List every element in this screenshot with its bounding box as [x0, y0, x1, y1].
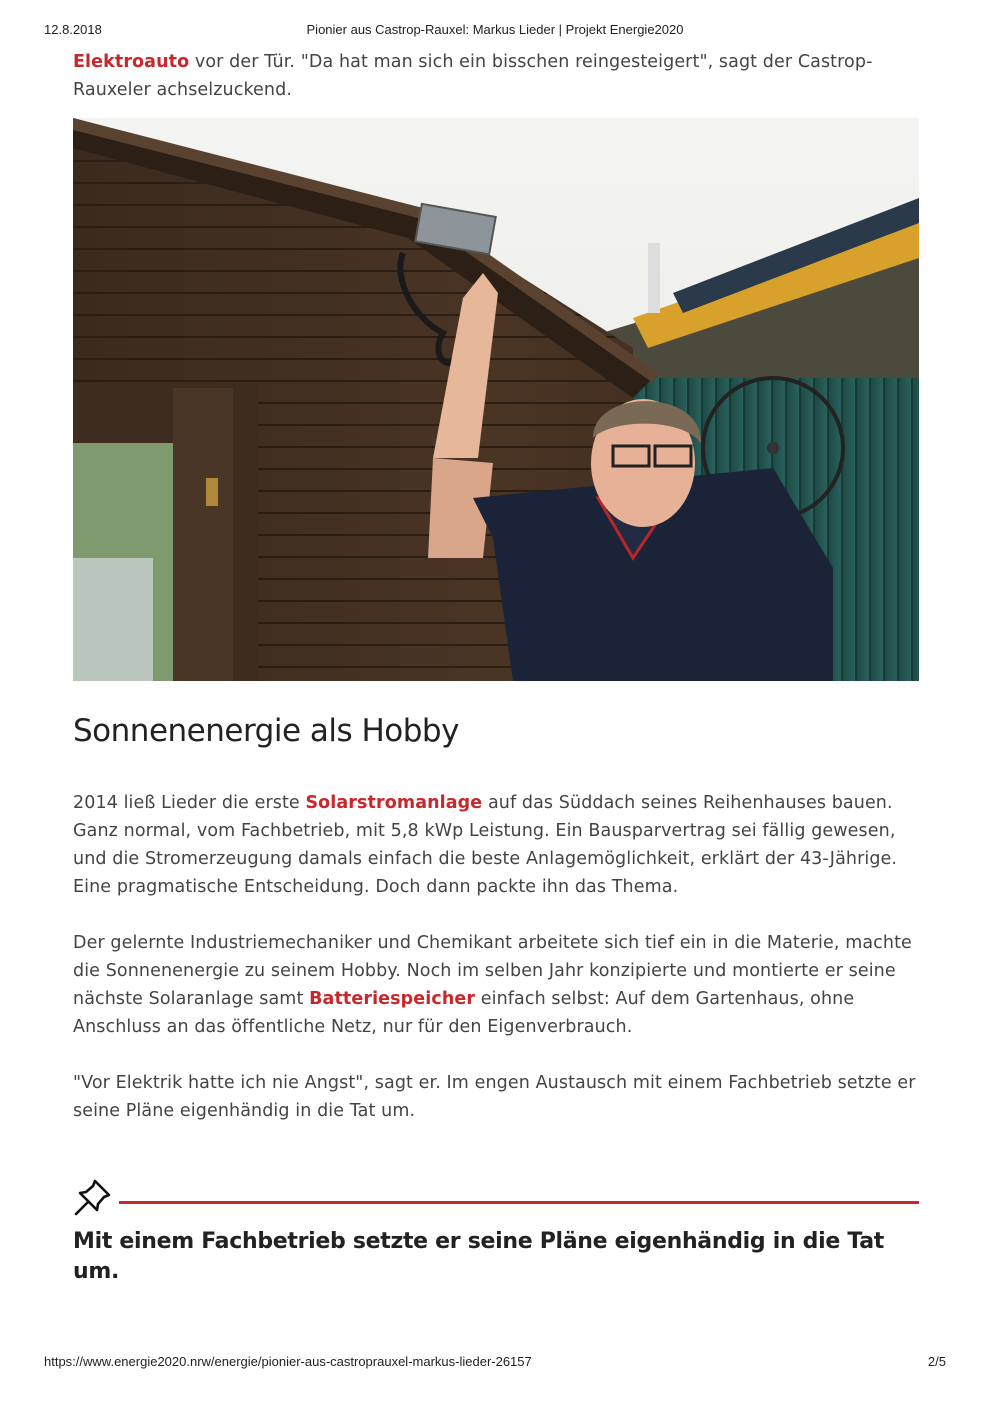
print-url: https://www.energie2020.nrw/energie/pionier-aus-castroprauxel-markus-lieder-26157 [44, 1354, 532, 1369]
pull-quote-text: Mit einem Fachbetrieb setzte er seine Pläne eigenhändig in die Tat um. [73, 1229, 884, 1284]
link-elektroauto[interactable]: Elektroauto [73, 52, 190, 72]
link-batteriespeicher[interactable]: Batteriespeicher [309, 989, 476, 1009]
intro-paragraph [73, 48, 919, 104]
pin-icon [73, 1177, 113, 1217]
pull-quote-rule [119, 1201, 919, 1204]
link-solarstromanlage[interactable]: Solarstromanlage [305, 793, 483, 813]
paragraph-1-text-a: 2014 ließ Lieder die erste [73, 793, 306, 813]
paragraph-1-text-b: auf das Süddach seines Reihenhauses bauen. Ganz normal, vom Fachbetrieb, mit 5,8 kWp Leistung. Ein Bausparvertrag sei fällig gewesen, und die Stromerzeugung damals einfach die beste Anlagemöglichkeit, erklärt der 43-Jährige. Eine pragmatische Entscheidung. Doch dann packte ihn das Thema. [73, 793, 898, 897]
article-photo [73, 118, 919, 681]
section-heading: Sonnenenergie als Hobby [73, 713, 459, 749]
page-number: 2/5 [927, 1354, 946, 1369]
paragraph-3: "Vor Elektrik hatte ich nie Angst", sagt er. Im engen Austausch mit einem Fachbetrieb setzte er seine Pläne eigenhändig in die Tat um. [73, 1073, 916, 1121]
paragraph-2-text-b: einfach selbst: Auf dem Gartenhaus, ohne Anschluss an das öffentliche Netz, nur für den Eigenverbrauch. [73, 989, 855, 1037]
paragraph-2-text-a: Der gelernte Industriemechaniker und Chemikant arbeitete sich tief ein in die Materie, machte die Sonnenenergie zu seinem Hobby. Noch im selben Jahr konzipierte und montierte er seine nächste Solaranlage samt [73, 933, 912, 1009]
print-date: 12.8.2018 [44, 22, 102, 37]
article-content [73, 48, 919, 1287]
pull-quote-header [73, 1177, 919, 1217]
paragraph-1 [73, 789, 919, 901]
print-page-title: Pionier aus Castrop-Rauxel: Markus Lieder | Projekt Energie2020 [306, 22, 684, 37]
print-footer [44, 1354, 946, 1374]
print-header [44, 22, 946, 42]
intro-text: vor der Tür. "Da hat man sich ein bisschen reingesteigert", sagt der Castrop-Rauxeler achselzuckend. [73, 52, 873, 100]
paragraph-2 [73, 929, 919, 1041]
